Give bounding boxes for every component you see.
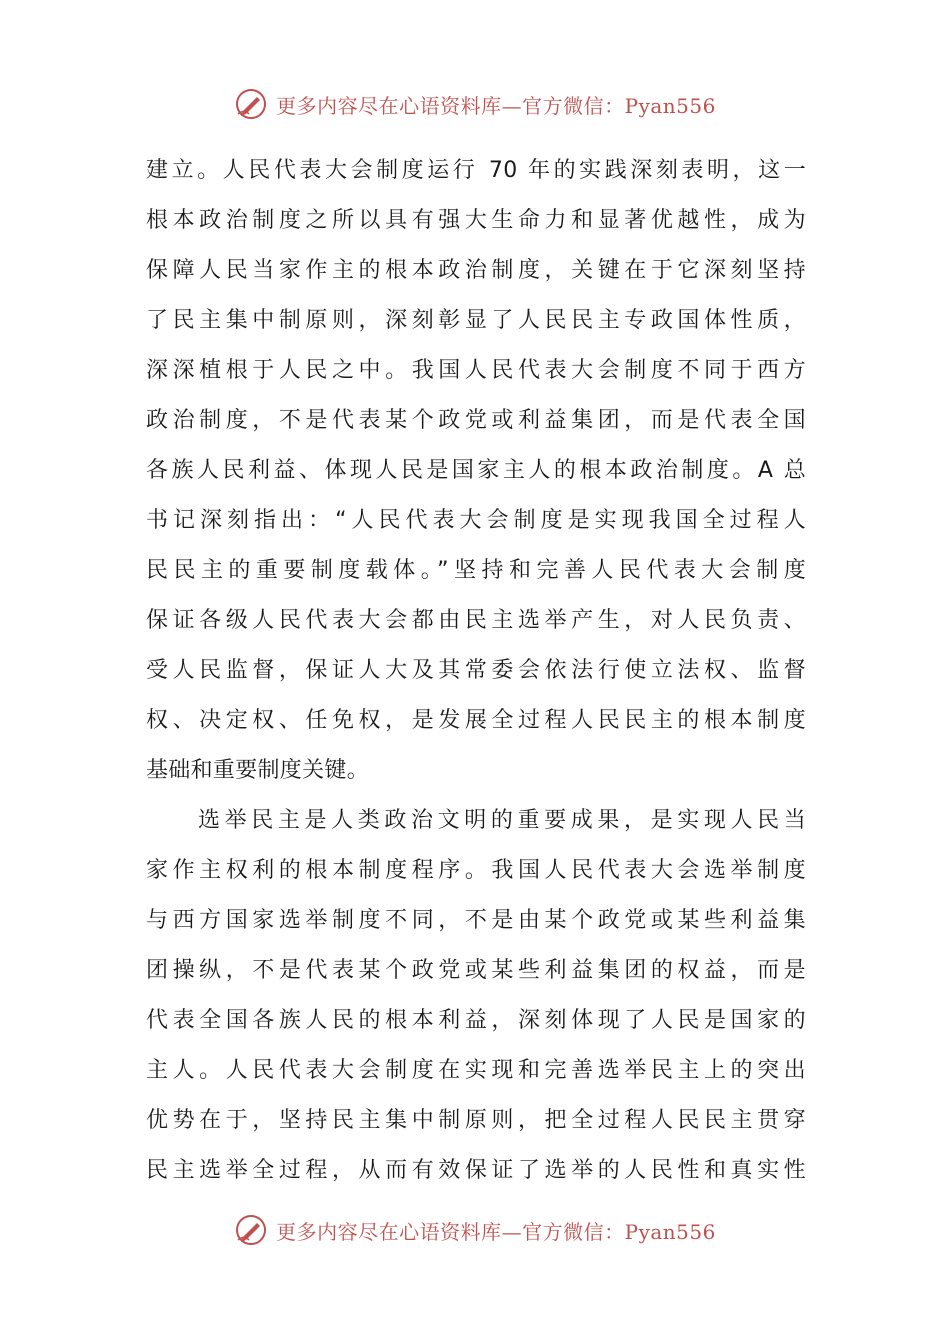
text-line: 优势在于，坚持民主集中制原则，把全过程人民民主贯穿 xyxy=(146,1108,806,1133)
text-line: 了民主集中制原则，深刻彰显了人民民主专政国体性质， xyxy=(146,308,806,333)
header-watermark xyxy=(0,84,950,124)
text-line: 民主选举全过程，从而有效保证了选举的人民性和真实性 xyxy=(146,1158,806,1183)
text-line: 权、决定权、任免权，是发展全过程人民民主的根本制度 xyxy=(146,708,806,733)
document-body xyxy=(146,146,806,1196)
paragraph-1 xyxy=(146,146,806,796)
paragraph-2 xyxy=(146,796,806,1196)
text-line: 团操纵，不是代表某个政党或某些利益集团的权益，而是 xyxy=(146,958,806,983)
text-line: 基础和重要制度关键。 xyxy=(146,758,370,783)
text-line: 根本政治制度之所以具有强大生命力和显著优越性，成为 xyxy=(146,208,806,233)
text-line: 受人民监督，保证人大及其常委会依法行使立法权、监督 xyxy=(146,658,806,683)
text-line: 选举民主是人类政治文明的重要成果，是实现人民当 xyxy=(198,808,806,833)
footer-watermark xyxy=(0,1210,950,1250)
header-watermark-text: 更多内容尽在心语资料库—官方微信：Pyan556 xyxy=(276,93,716,118)
text-line: 保障人民当家作主的根本政治制度，关键在于它深刻坚持 xyxy=(146,258,806,283)
text-line: 深深植根于人民之中。我国人民代表大会制度不同于西方 xyxy=(146,358,806,383)
pen-logo-icon xyxy=(234,87,268,121)
text-line: 书记深刻指出：“人民代表大会制度是实现我国全过程人 xyxy=(146,508,806,533)
text-line: 保证各级人民代表大会都由民主选举产生，对人民负责、 xyxy=(146,608,806,633)
text-line: 建立。人民代表大会制度运行 70 年的实践深刻表明，这一 xyxy=(146,158,806,183)
text-line: 民民主的重要制度载体。”坚持和完善人民代表大会制度 xyxy=(146,558,806,583)
text-line: 政治制度，不是代表某个政党或利益集团，而是代表全国 xyxy=(146,408,806,433)
pen-logo-icon xyxy=(234,1213,268,1247)
text-line: 各族人民利益、体现人民是国家主人的根本政治制度。A 总 xyxy=(146,458,806,483)
text-line: 代表全国各族人民的根本利益，深刻体现了人民是国家的 xyxy=(146,1008,806,1033)
text-line: 与西方国家选举制度不同，不是由某个政党或某些利益集 xyxy=(146,908,806,933)
footer-watermark-text: 更多内容尽在心语资料库—官方微信：Pyan556 xyxy=(276,1219,716,1244)
text-line: 家作主权利的根本制度程序。我国人民代表大会选举制度 xyxy=(146,858,806,883)
text-line: 主人。人民代表大会制度在实现和完善选举民主上的突出 xyxy=(146,1058,806,1083)
